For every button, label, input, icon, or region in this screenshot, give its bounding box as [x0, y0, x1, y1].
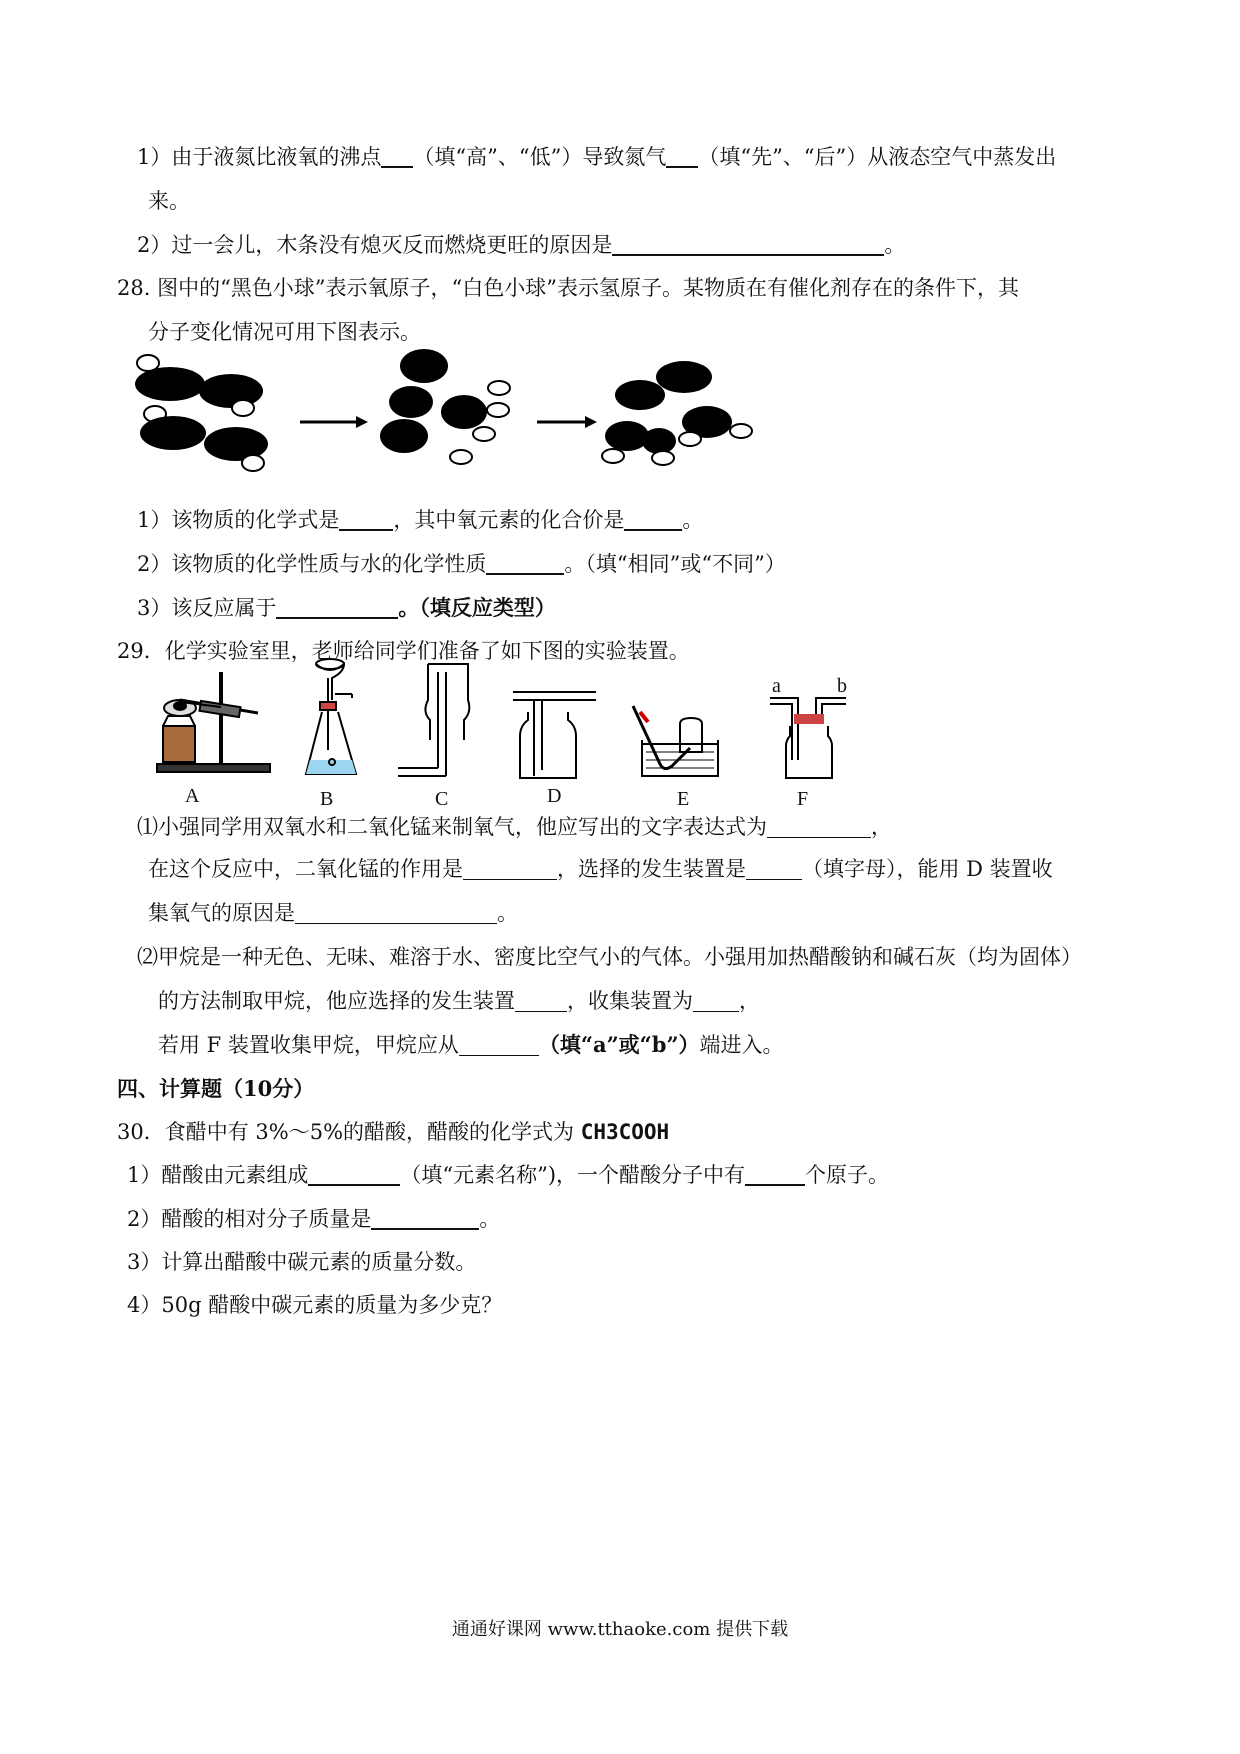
page-footer: 通通好课网 www.tthaoke.com 提供下载: [451, 1619, 789, 1640]
q29-stem: 29．化学实验室里，老师给同学们准备了如下图的实验装置。: [117, 639, 690, 663]
apparatus-a-icon: [157, 672, 270, 772]
apparatus-b-icon: [306, 659, 356, 774]
port-a-label: a: [772, 675, 781, 697]
apparatus-c-icon: [398, 664, 469, 776]
label-f: F: [797, 788, 809, 810]
label-a: A: [185, 785, 200, 807]
q29-part2-line3: 若用 F 装置收集甲烷，甲烷应从 （填“a”或“b”）端进入。: [158, 1032, 784, 1057]
label-d: D: [547, 785, 562, 807]
q30-sub-3: 3）计算出醋酸中碳元素的质量分数。: [127, 1250, 477, 1274]
answer-blank[interactable]: [459, 1033, 539, 1056]
q27-line1-cont: 来。: [148, 189, 190, 213]
port-b-label: b: [837, 675, 847, 697]
q29-part1-line1: ⑴小强同学用双氧水和二氧化锰来制氧气，他应写出的文字表达式为 ，: [137, 815, 892, 839]
q28-stem-1: 28. 图中的“黑色小球”表示氧原子，“白色小球”表示氢原子。某物质在有催化剂存在的条件下，其: [117, 276, 1020, 300]
label-b: B: [320, 788, 334, 810]
q28-sub-1: 1）该物质的化学式是 ，其中氧元素的化合价是 。: [137, 508, 704, 532]
q29-part2-line1: ⑵甲烷是一种无色、无味、难溶于水、密度比空气小的气体。小强用加热醋酸钠和碱石灰（均为固体）: [137, 945, 1082, 969]
label-c: C: [435, 788, 449, 810]
q29-part1-line2: 在这个反应中，二氧化锰的作用是 ，选择的发生装置是 （填字母），能用 D 装置收: [148, 857, 1053, 881]
q29-part2-line2: 的方法制取甲烷，他应选择的发生装置 ，收集装置为 ，: [158, 989, 760, 1013]
apparatus-e-icon: [633, 706, 718, 776]
answer-blank[interactable]: [295, 901, 497, 924]
answer-blank[interactable]: [693, 989, 739, 1012]
answer-blank[interactable]: [767, 815, 871, 838]
answer-blank[interactable]: [746, 857, 802, 880]
q30-sub-1: 1）醋酸由元素组成 （填“元素名称”)，一个醋酸分子中有 个原子。: [127, 1163, 890, 1187]
apparatus-d-icon: [513, 692, 596, 778]
q30-stem: 30．食醋中有 3%～5%的醋酸，醋酸的化学式为 CH3COOH: [117, 1120, 670, 1144]
answer-blank[interactable]: [515, 989, 567, 1012]
label-e: E: [677, 788, 690, 810]
q28-stem-2: 分子变化情况可用下图表示。: [148, 320, 421, 344]
apparatus-f-icon: [770, 698, 846, 778]
q27-line2: 2）过一会儿，木条没有熄灭反而燃烧更旺的原因是 。: [137, 233, 906, 257]
answer-blank[interactable]: [745, 1162, 805, 1186]
answer-blank[interactable]: [308, 1162, 400, 1186]
answer-blank[interactable]: [463, 857, 557, 880]
answer-blank[interactable]: [371, 1206, 479, 1230]
q28-sub-3: 3）该反应属于 。（填反应类型）: [137, 595, 556, 620]
formula: CH3COOH: [580, 1120, 670, 1144]
q30-sub-2: 2）醋酸的相对分子质量是 。: [127, 1207, 501, 1231]
section-heading: 四、计算题（10分）: [117, 1076, 315, 1101]
q29-part1-line3: 集氧气的原因是 。: [148, 901, 518, 925]
q30-sub-4: 4）50g 醋酸中碳元素的质量为多少克？: [127, 1293, 503, 1317]
q28-sub-2: 2）该物质的化学性质与水的化学性质 。（填“相同”或“不同”）: [137, 552, 786, 576]
q27-line1: 1）由于液氮比液氧的沸点 （填“高”、“低”）导致氮气 （填“先”、“后”）从液态空气中蒸发出: [137, 145, 1057, 169]
